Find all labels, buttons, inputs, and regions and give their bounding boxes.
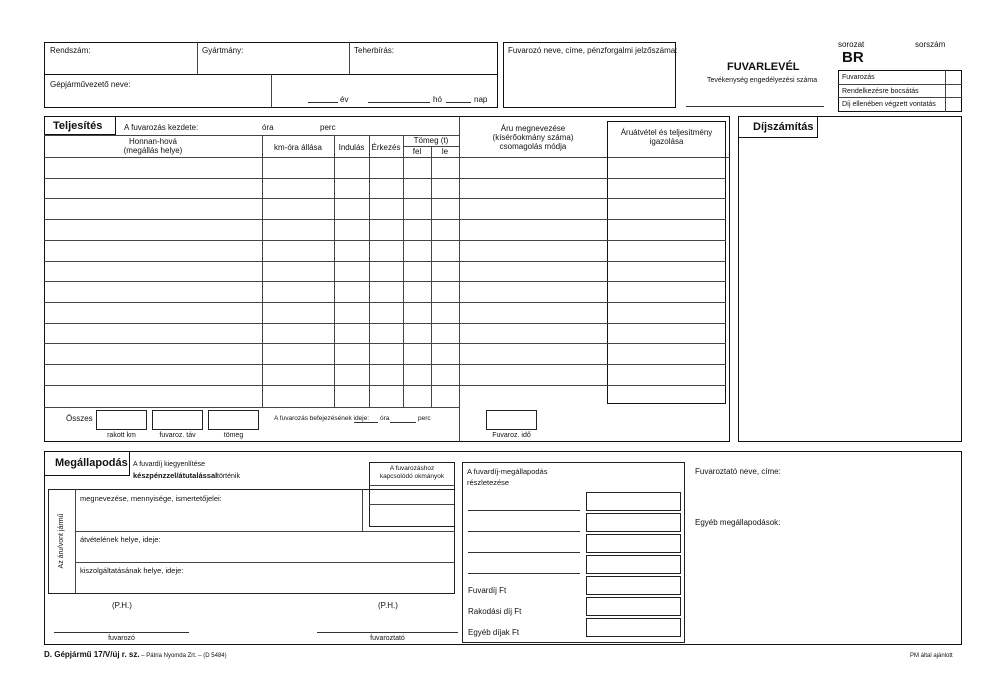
fee-amount-2[interactable] <box>586 513 681 532</box>
fee-amount-4[interactable] <box>586 555 681 574</box>
goods-name-label: megnevezése, mennyisége, ismertetőjelei: <box>80 494 222 503</box>
form-code-text: D. Gépjármű 17/V/új r. sz. <box>44 650 140 659</box>
egyeb-amount[interactable] <box>586 618 681 637</box>
year-field[interactable] <box>308 102 338 103</box>
fee-line-3[interactable] <box>468 552 580 553</box>
month-label: hó <box>433 95 442 104</box>
option-vontatas[interactable]: Díj ellenében végzett vontatás <box>842 101 936 108</box>
documents-label-2: kapcsolódó okmányok <box>379 473 445 480</box>
rakodasi-label: Rakodási díj Ft <box>468 607 522 616</box>
gyartmany-label: Gyártmány: <box>202 46 244 55</box>
total-km-label: rakott km <box>107 432 136 439</box>
col-erkezes: Érkezés <box>371 143 401 152</box>
total-distance-label: fuvaroz. táv <box>159 432 196 439</box>
table-row[interactable] <box>44 364 726 385</box>
megallapodas-title: Megállapodás <box>44 451 130 476</box>
end-min-field[interactable] <box>390 422 416 423</box>
series-label: sorozat <box>838 40 865 49</box>
start-label: A fuvarozás kezdete: <box>124 123 199 132</box>
table-row[interactable] <box>44 219 726 240</box>
table-row[interactable] <box>44 281 726 302</box>
start-min-label: perc <box>320 123 336 132</box>
table-row[interactable] <box>44 178 726 199</box>
egyeb-dijak-label: Egyéb díjak Ft <box>468 628 520 637</box>
end-hour-field[interactable] <box>354 422 378 423</box>
permit-field[interactable] <box>686 106 824 107</box>
table-row[interactable] <box>44 198 726 219</box>
goods-pickup-label: átvételének helye, ideje: <box>80 535 161 544</box>
col-indulas: Indulás <box>338 143 365 152</box>
rendszam-label: Rendszám: <box>50 46 91 55</box>
fee-amount-3[interactable] <box>586 534 681 553</box>
series-code: BR <box>842 49 864 66</box>
col-aru-2: (kísérőokmány száma) <box>492 133 574 142</box>
document-title: FUVARLEVÉL <box>727 61 800 73</box>
duration-box[interactable] <box>486 410 537 430</box>
dijszamitas-section[interactable] <box>738 116 962 442</box>
serial-label: sorszám <box>915 40 946 49</box>
teherbiras-label: Teherbírás: <box>354 46 395 55</box>
total-distance-box[interactable] <box>152 410 203 430</box>
table-bottom-line <box>44 407 459 408</box>
start-hour-label: óra <box>262 123 274 132</box>
option-rendelkezes[interactable]: Rendelkezésre bocsátás <box>842 88 919 95</box>
table-row[interactable] <box>44 385 726 406</box>
payment-label-1: A fuvardíj kiegyenlítése <box>133 461 205 468</box>
col-le: le <box>441 147 449 156</box>
col-aru-1: Áru megnevezése <box>500 124 566 133</box>
duration-label: Fuvaroz. idő <box>492 432 531 439</box>
shipper-signature-label: fuvaroztató <box>370 635 405 642</box>
col-honnan-sub: (megállás helye) <box>123 146 183 155</box>
fee-label-2: részletezése <box>467 478 510 487</box>
stamp-shipper: (P.H.) <box>378 601 398 610</box>
driver-name-label: Gépjárművezető neve: <box>50 80 131 89</box>
total-weight-box[interactable] <box>208 410 259 430</box>
goods-delivery-label: kiszolgáltatásának helye, ideje: <box>80 566 184 575</box>
table-row[interactable] <box>44 302 726 323</box>
form-code <box>44 650 227 661</box>
fuvardij-label: Fuvardíj Ft <box>468 586 507 595</box>
total-label: Összes <box>66 414 93 423</box>
documents-label-1: A fuvarozáshoz <box>389 465 435 472</box>
fee-line-1[interactable] <box>468 510 580 511</box>
table-row[interactable] <box>44 323 726 344</box>
teljesites-title: Teljesítés <box>44 116 116 135</box>
dijszamitas-title: Díjszámítás <box>738 116 818 138</box>
payment-method[interactable]: készpénzzel/átutalással <box>133 471 218 480</box>
fee-line-4[interactable] <box>468 573 580 574</box>
pm-recommended: PM által ajánlott <box>910 653 953 659</box>
fuvardij-amount[interactable] <box>586 576 681 595</box>
fee-line-2[interactable] <box>468 531 580 532</box>
table-row[interactable] <box>44 261 726 282</box>
rakodasi-amount[interactable] <box>586 597 681 616</box>
shipper-signature-line[interactable] <box>317 632 458 633</box>
total-km-box[interactable] <box>96 410 147 430</box>
end-label: A fuvarozás befejezésének ideje: <box>274 415 370 422</box>
total-weight-label: tömeg <box>223 432 244 439</box>
col-tomeg: Tömeg (t) <box>413 136 449 145</box>
option-fuvarozas[interactable]: Fuvarozás <box>842 74 875 81</box>
carrier-signature-line[interactable] <box>54 632 189 633</box>
other-agreements-label: Egyéb megállapodások: <box>695 518 781 527</box>
permit-label: Tevékenység engedélyezési száma <box>707 77 818 84</box>
goods-side-label: Az áru/vont jármű <box>58 513 65 569</box>
table-row[interactable] <box>44 343 726 364</box>
printer-text: – Pátria Nyomda Zrt. – (D 5484) <box>139 653 227 659</box>
end-hour-label: óra <box>380 415 390 422</box>
col-aru-3: csomagolás módja <box>499 142 567 151</box>
payment-label-3: történik <box>217 473 240 480</box>
shipper-name-label: Fuvaroztató neve, címe: <box>695 467 781 476</box>
col-honnan: Honnan-hová <box>128 137 178 146</box>
end-min-label: perc <box>418 415 431 422</box>
col-km: km-óra állása <box>273 143 322 152</box>
col-fel: fel <box>412 147 422 156</box>
year-label: év <box>340 95 349 104</box>
stamp-carrier: (P.H.) <box>112 601 132 610</box>
carrier-signature-label: fuvarozó <box>108 635 135 642</box>
fee-label-1: A fuvardíj-megállapodás <box>467 467 548 476</box>
carrier-label: Fuvarozó neve, címe, pénzforgalmi jelzőszáma: <box>508 46 678 55</box>
month-field[interactable] <box>368 102 430 103</box>
day-label: nap <box>474 95 488 104</box>
day-field[interactable] <box>446 102 471 103</box>
col-atvetel-1: Áruátvétel és teljesítmény <box>620 128 713 137</box>
col-atvetel-2: igazolása <box>649 137 684 146</box>
fee-amount-1[interactable] <box>586 492 681 511</box>
table-row[interactable] <box>44 240 726 261</box>
table-row[interactable] <box>44 157 726 178</box>
